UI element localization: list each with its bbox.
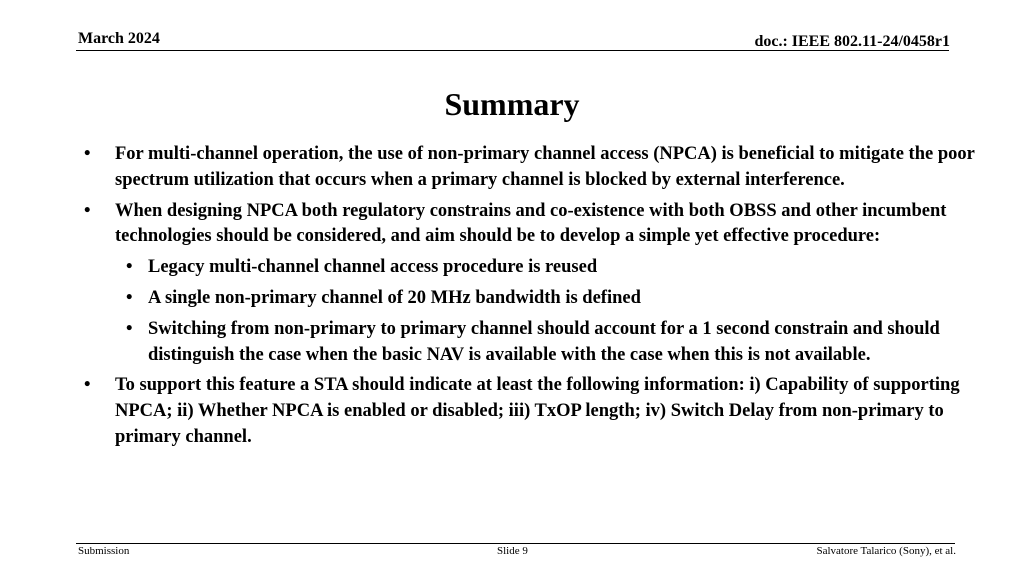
sub-bullet-item — [82, 286, 982, 312]
bullet-marker: • — [84, 375, 91, 396]
sub-bullet-text: Legacy multi-channel channel access procedure is reused — [148, 257, 598, 278]
bullet-item — [82, 373, 982, 450]
header-doc-id: doc.: IEEE 802.11-24/0458r1 — [754, 33, 950, 50]
bullet-text: When designing NPCA both regulatory constrains and co-existence with both OBSS and other incumbent technologies should be considered, and aim should be to develop a simple yet effective procedure: — [115, 200, 947, 247]
header-divider — [76, 50, 949, 51]
bullet-marker: • — [84, 200, 91, 221]
bullet-item — [82, 199, 982, 251]
sub-bullet-text: Switching from non-primary to primary channel should account for a 1 second constrain and should distinguish the case when the basic NAV is available with the case when this is not available. — [148, 318, 940, 365]
slide-title: Summary — [444, 86, 580, 122]
footer-slide-number: Slide 9 — [497, 545, 528, 557]
sub-bullet-item — [82, 255, 982, 281]
footer-submission: Submission — [78, 545, 130, 557]
sub-bullet-marker: • — [126, 257, 133, 278]
bullet-marker: • — [84, 144, 91, 164]
footer-author: Salvatore Talarico (Sony), et al. — [816, 545, 956, 557]
slide-body — [82, 142, 982, 456]
bullet-item — [82, 142, 982, 194]
sub-bullet-marker: • — [126, 318, 133, 339]
bullet-text: To support this feature a STA should indicate at least the following information: i) Capability of supporting NPCA; ii) Whether NPCA is enabled or disabled; iii) TxOP length; iv) Switch Delay from non-primary to primary channel. — [115, 375, 960, 447]
sub-bullet-item — [82, 317, 982, 369]
bullet-text: For multi-channel operation, the use of non-primary channel access (NPCA) is beneficial to mitigate the poor spectrum utilization that occurs when a primary channel is blocked by external interference. — [115, 144, 975, 190]
footer-divider — [76, 543, 955, 544]
header-date: March 2024 — [78, 30, 160, 47]
sub-bullet-text: A single non-primary channel of 20 MHz bandwidth is defined — [148, 287, 641, 308]
sub-bullet-marker: • — [126, 287, 133, 308]
